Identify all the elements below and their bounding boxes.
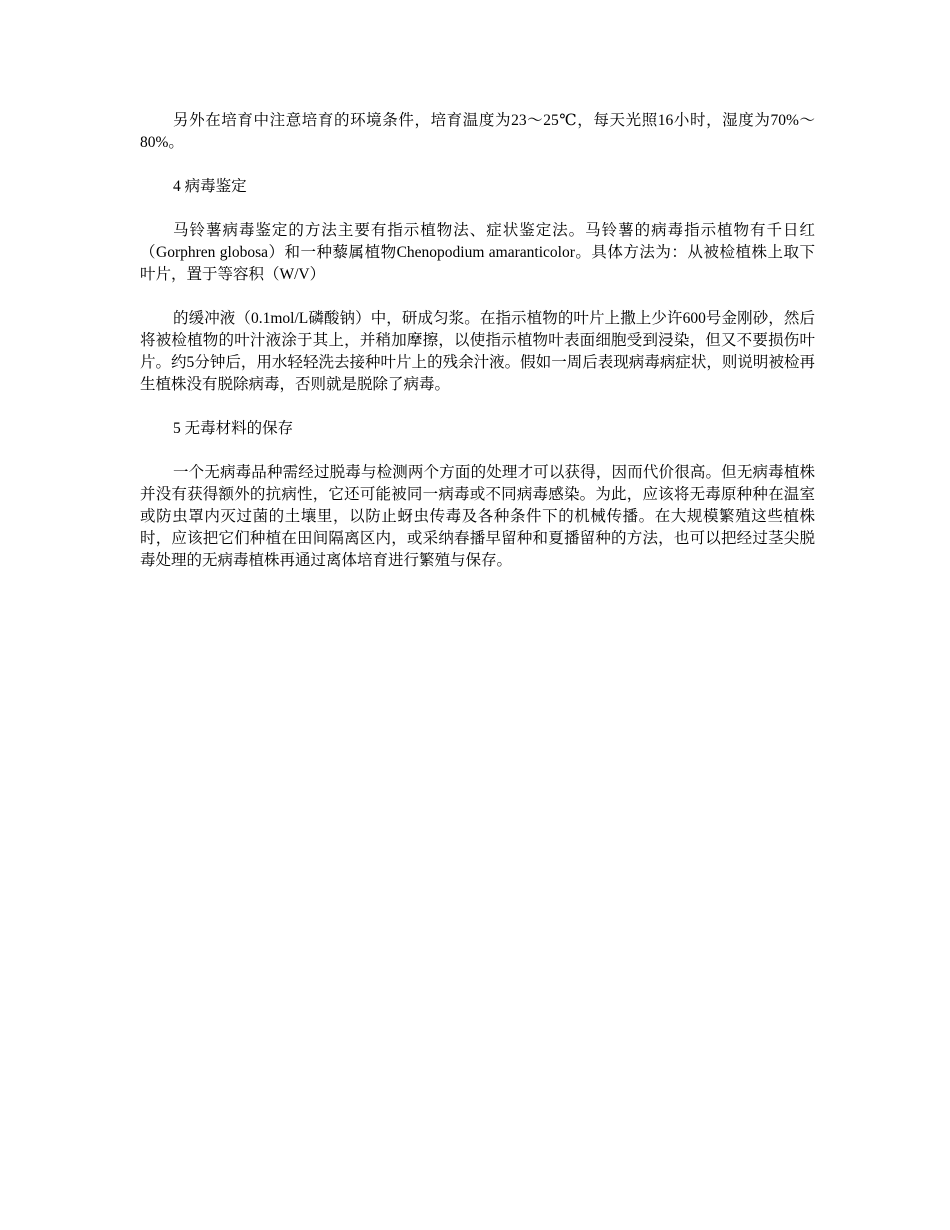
paragraph-indicator-plants: 马铃薯病毒鉴定的方法主要有指示植物法、症状鉴定法。马铃薯的病毒指示植物有千日红（Gorphren globosa）和一种藜属植物Chenopodium amaranticolor。具体方法为：从被检植株上取下叶片，置于等容积（W/V） xyxy=(140,222,815,283)
section-heading-material-preservation: 5 无毒材料的保存 xyxy=(173,420,294,437)
section-heading-virus-identification: 4 病毒鉴定 xyxy=(173,178,247,195)
paragraph-preservation-method: 一个无病毒品种需经过脱毒与检测两个方面的处理才可以获得，因而代价很高。但无病毒植株并没有获得额外的抗病性，它还可能被同一病毒或不同病毒感染。为此，应该将无毒原种种在温室或防虫罩内灭过菌的土壤里，以防止蚜虫传毒及各种条件下的机械传播。在大规模繁殖这些植株时，应该把它们种植在田间隔离区内，或采纳春播早留种和夏播留种的方法，也可以把经过茎尖脱毒处理的无病毒植株再通过离体培育进行繁殖与保存。 xyxy=(140,464,815,569)
paragraph-inoculation-method: 的缓冲液（0.1mol/L磷酸钠）中，研成匀浆。在指示植物的叶片上撒上少许600号金刚砂，然后将被检植物的叶汁液涂于其上，并稍加摩擦，以使指示植物叶表面细胞受到浸染，但又不要损伤叶片。约5分钟后，用水轻轻洗去接种叶片上的残余汁液。假如一周后表现病毒病症状，则说明被检再生植株没有脱除病毒，否则就是脱除了病毒。 xyxy=(140,310,815,393)
document-body xyxy=(140,110,815,594)
paragraph-culture-conditions: 另外在培育中注意培育的环境条件，培育温度为23～25℃，每天光照16小时，湿度为70%～80%。 xyxy=(140,112,815,151)
